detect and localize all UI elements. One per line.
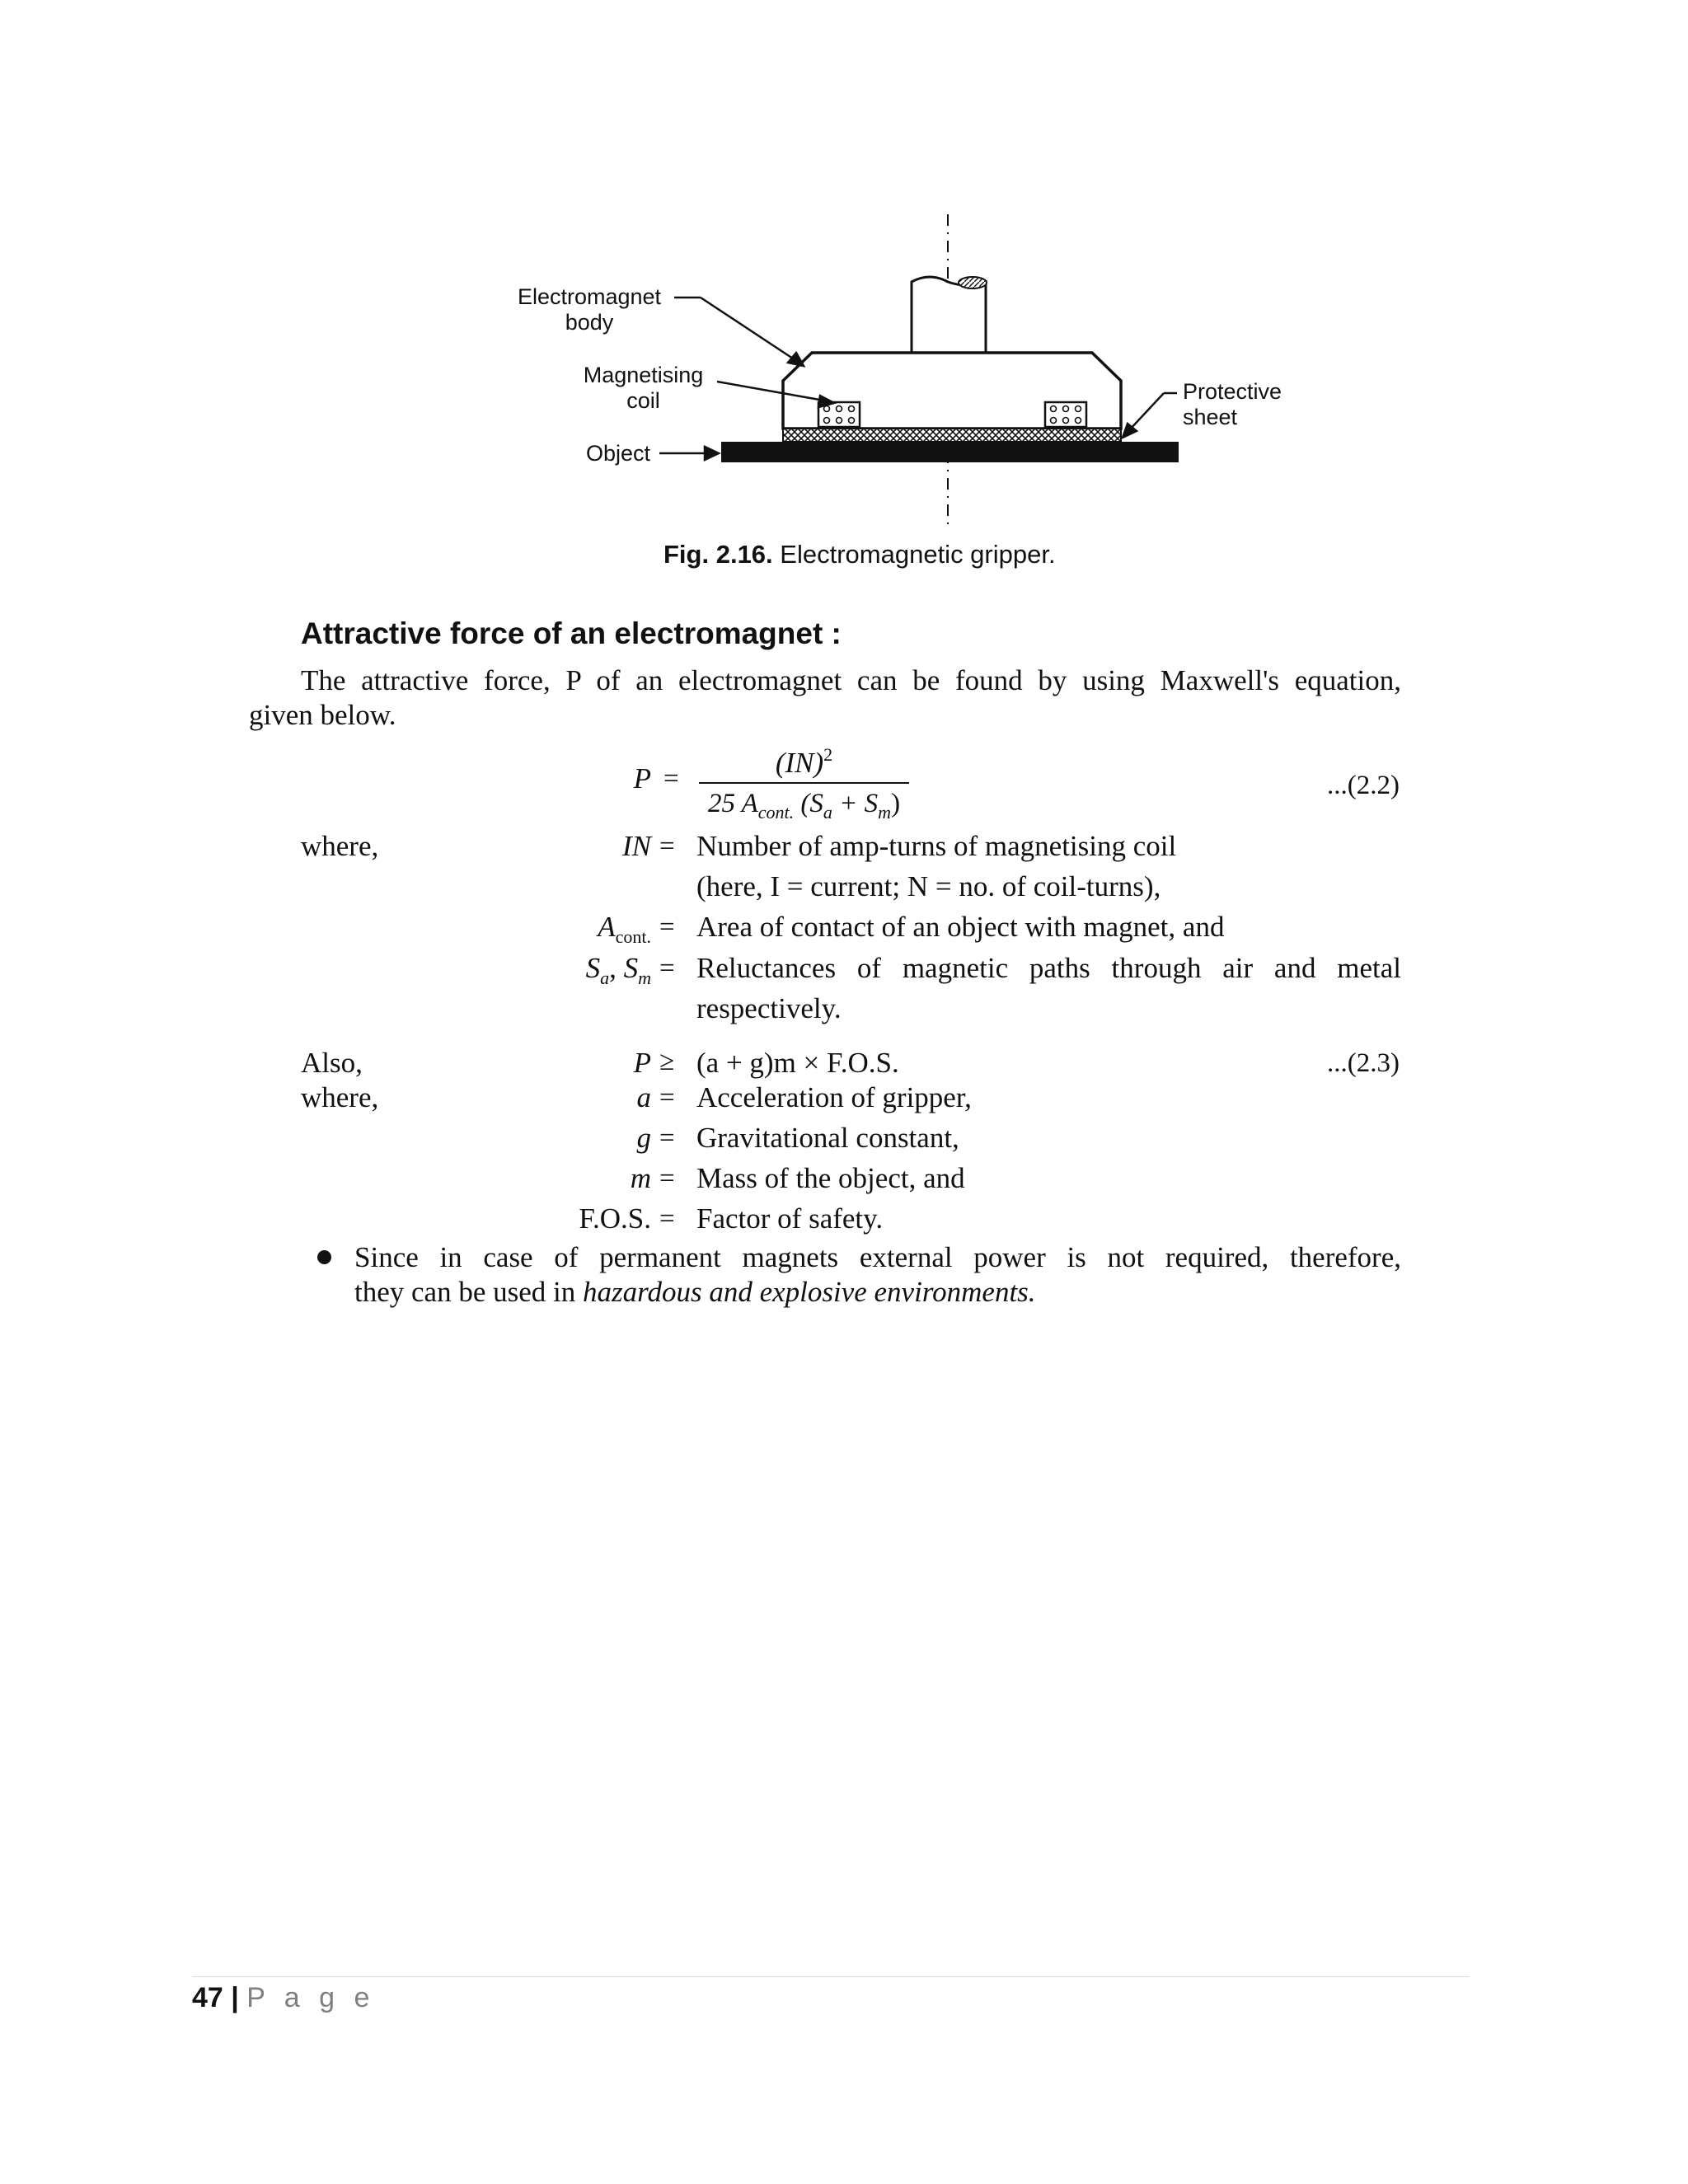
def2-lhs-a-var: a (636, 1081, 651, 1113)
def2-sign-m: = (659, 1164, 675, 1193)
def1-sign-in: = (659, 832, 675, 861)
bullet-line-2-prefix: they can be used in (354, 1276, 583, 1308)
figure-caption-label: Fig. 2.16. (663, 540, 773, 569)
eq22-numerator-power: 2 (823, 744, 833, 765)
def1-lhs-in (437, 830, 651, 863)
intro-line-2: given below. (249, 699, 396, 731)
eq22-number: ...(2.2) (1327, 771, 1400, 800)
def1-lhs-sm: S (623, 952, 639, 984)
def2-lhs-a (437, 1081, 651, 1114)
eq22-den-plus: + S (832, 789, 879, 818)
label-electromagnet-body-line1: Electromagnet (517, 284, 662, 309)
magnetising-coil-right (1045, 402, 1086, 427)
def2-sign-g: = (659, 1123, 675, 1153)
eq22-den-sa-sub: a (823, 802, 832, 823)
def1-lhs-sep: , (609, 952, 624, 984)
bullet-line-2-italic: hazardous and explosive environments. (583, 1276, 1036, 1308)
def2-lhs-g (437, 1122, 651, 1155)
def2-lhs-m-var: m (630, 1162, 651, 1194)
label-electromagnet-body (507, 284, 672, 335)
page-word: P a g e (246, 1982, 376, 2013)
label-object: Object (585, 441, 651, 466)
def2-lhs-g-var: g (636, 1122, 651, 1154)
figure-caption-text: Electromagnetic gripper. (780, 540, 1056, 569)
def1-rhs-acont: Area of contact of an object with magnet, and (696, 911, 1225, 943)
where-label-1: where, (301, 830, 379, 862)
label-magnetising-coil (571, 363, 715, 414)
def1-sign-acont: = (659, 912, 675, 942)
page-footer (192, 1982, 375, 2014)
eq22-denominator (699, 787, 909, 829)
eq23-number: ...(2.3) (1327, 1048, 1400, 1078)
eq22-sign: = (663, 764, 679, 794)
bullet-line-1: Since in case of permanent magnets external power is not required, therefore, (354, 1241, 1401, 1273)
shaft-section (959, 277, 987, 288)
label-magnetising-coil-line1: Magnetising (583, 363, 704, 387)
where-label-2: where, (301, 1081, 379, 1113)
def1-rhs-respectively: respectively. (696, 992, 842, 1024)
def1-lhs-acont (437, 911, 651, 948)
def1-lhs-sa: S (585, 952, 601, 984)
eq23-lhs (437, 1047, 651, 1080)
protective-sheet (783, 429, 1121, 442)
eq22-fraction (699, 738, 909, 829)
def2-sign-a: = (659, 1083, 675, 1113)
figure-caption (663, 540, 1056, 569)
footer-rule (192, 1976, 1470, 1977)
def2-rhs-fos: Factor of safety. (696, 1202, 884, 1235)
eq22-numerator-text: (IN) (775, 747, 824, 779)
def1-rhs-in: Number of amp-turns of magnetising coil (696, 830, 1177, 862)
def2-rhs-m: Mass of the object, and (696, 1162, 965, 1194)
def1-lhs-acont-var: A (598, 911, 616, 943)
bullet-line-2 (354, 1275, 1036, 1310)
intro-line-1: The attractive force, P of an electromagnet can be found by using Maxwell's equation, (301, 664, 1401, 696)
eq23-sign: ≥ (659, 1047, 675, 1076)
label-magnetising-coil-line2: coil (626, 388, 660, 413)
label-protective-sheet (1183, 379, 1282, 430)
label-protective-sheet-line1: Protective (1183, 379, 1282, 404)
def1-lhs-sm-sub: m (638, 968, 651, 988)
def2-lhs-fos: F.O.S. (579, 1202, 651, 1235)
def2-rhs-g: Gravitational constant, (696, 1122, 959, 1154)
def1-lhs-acont-sub: cont. (615, 926, 651, 947)
section-heading: Attractive force of an electromagnet : (301, 616, 842, 650)
def2-lhs-m (437, 1162, 651, 1195)
def2-rhs-a: Acceleration of gripper, (696, 1081, 972, 1113)
electromagnetic-gripper-diagram (0, 0, 1688, 544)
footer-separator: | (231, 1982, 239, 2013)
eq22-fraction-bar (699, 782, 909, 784)
def1-lhs-in-text: IN (622, 830, 651, 862)
eq22-den-close: ) (891, 789, 901, 818)
page-number: 47 (192, 1982, 223, 2013)
eq22-den-sm-sub: m (878, 802, 892, 823)
eq23-lhs-var: P (633, 1047, 651, 1079)
eq22-numerator (699, 738, 909, 780)
def1-lhs-sa-sub: a (600, 968, 610, 988)
def1-lhs-sasm (437, 952, 651, 989)
eq22-den-sub: cont. (757, 802, 795, 823)
def1-rhs-sasm: Reluctances of magnetic paths through air and metal (696, 952, 1401, 984)
label-protective-sheet-line2: sheet (1183, 405, 1238, 429)
eq22-den-prefix: 25 A (707, 789, 758, 818)
def1-rhs-in-note: (here, I = current; N = no. of coil-turns), (696, 870, 1161, 902)
eq22-lhs (437, 762, 651, 795)
bullet-dot (317, 1250, 331, 1264)
label-electromagnet-body-line2: body (565, 310, 614, 335)
def1-sign-sasm: = (659, 954, 675, 983)
def2-sign-fos: = (659, 1204, 675, 1234)
object-plate (721, 442, 1179, 462)
eq22-lhs-var: P (633, 762, 651, 794)
eq23-rhs: (a + g)m × F.O.S. (696, 1047, 899, 1079)
also-label: Also, (301, 1047, 363, 1079)
eq22-den-open: (S (794, 789, 823, 818)
